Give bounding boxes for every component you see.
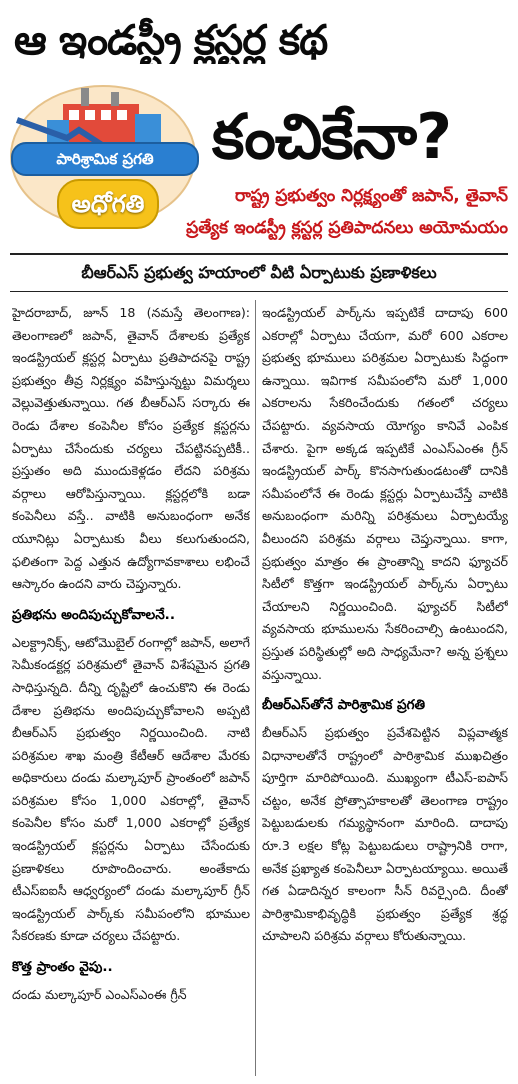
left-paragraph-2: ఎలక్ట్రానిక్స్, ఆటోమొబైల్ రంగాల్లో జపాన్, అలాగే సెమీకండక్టర్ల పరిశ్రమలో తైవాన్ విశేషమైన ప్రగతి సాధిస్తున్నది. దీన్ని దృష్టిలో ఉంచుకొని ఈ రెండు దేశాల ప్రతిభను అందిపుచ్చుకోవాలని అప్పటి బీఆర్ఎస్ ప్రభుత్వం నిర్ణయించింది. నాటి పరిశ్రమల శాఖ మంత్రి కేటీఆర్ ఆదేశాల మేరకు అధికారులు దండు మల్కాపూర్ ప్రాంతంలో జపాన్ పరిశ్రమల కోసం 1,000 ఎకరాల్లో, తైవాన్ కంపెనీల కోసం మరో 1,000 ఎకరాల్లో ప్రత్యేక ఇండస్ట్రియల్ క్లస్టర్లను ఏర్పాటు చేసేందుకు ప్రణాళికలు రూపొందించారు. అంతేకాదు టీఎస్ఐఐసీ ఆధ్వర్యంలో దండు మల్కాపూర్ గ్రీన్ ఇండస్ట్రియల్ పార్క్‌కు సమీపంలోని భూముల సేకరణకు కూడా చర్యలు చేపట్టారు. [12,634,250,944]
emblem-banner: పారిశ్రామిక ప్రగతి [11,142,199,176]
deck-line-1: రాష్ట్ర ప్రభుత్వం నిర్లక్ష్యంతో జపాన్, తైవాన్ [235,186,508,206]
deck-line-2: ప్రత్యేక ఇండస్ట్రీ క్లస్టర్ల ప్రతిపాదనలు అయోమయం [186,218,508,238]
right-column [262,302,508,1074]
right-section-heading-1: బీఆర్ఎస్‌తోనే పారిశ్రామిక ప్రగతి [262,697,426,714]
subheadline: బీఆర్ఎస్ ప్రభుత్వ హయాంలో వీటి ఏర్పాటుకు ప్రణాళికలు [81,263,437,282]
section-emblem [7,84,207,236]
left-paragraph-1: హైదరాబాద్, జూన్ 18 (నమస్తే తెలంగాణ): తెలంగాణలో జపాన్, తైవాన్ దేశాలకు ప్రత్యేక ఇండస్ట్రియల్ క్లస్టర్ల ఏర్పాటు ప్రతిపాదనపై రాష్ట్ర ప్రభుత్వం తీవ్ర నిర్లక్ష్యం వహిస్తున్నట్టు విమర్శలు వెల్లువెత్తుతున్నాయి. గత బీఆర్ఎస్ సర్కారు ఈ రెండు దేశాల కంపెనీల కోసం ప్రత్యేక క్లస్టర్లను ఏర్పాటు చేసేందుకు చర్యలు చేపట్టినప్పటికీ.. ప్రస్తుతం అది ముందుకెళ్లడం లేదని పరిశ్రమ వర్గాలు ఆరోపిస్తున్నాయి. క్లస్టర్లలోకి బడా కంపెనీలు వస్తే.. వాటికి అనుబంధంగా అనేక యూనిట్లు ఏర్పాటుకు వీలు కలుగుతుందని, ఫలితంగా పెద్ద ఎత్తున ఉద్యోగావకాశాలు లభించే ఆస్కారం ఉందని వారు చెప్తున్నారు. [12,305,250,592]
right-paragraph-1: ఇండస్ట్రియల్ పార్క్‌ను ఇప్పటికే దాదాపు 600 ఎకరాల్లో ఏర్పాటు చేయగా, మరో 600 ఎకరాల ప్రభుత్వ భూములు పరిశ్రమల ఏర్పాటుకు సిద్ధంగా ఉన్నాయి. ఇవిగాక సమీపంలోని మరో 1,000 ఎకరాలను సేకరించేందుకు గతంలో చర్యలు చేపట్టారు. వ్యవసాయ యోగ్యం కానివే ఎంపిక చేశారు. పైగా అక్కడ ఇప్పటికే ఎంఎస్ఎంఈ గ్రీన్ ఇండస్ట్రియల్ పార్క్ కొనసాగుతుండటంతో దానికి సమీపంలోనే ఈ రెండు క్లస్టర్లు ఏర్పాటుచేస్తే వాటికి అనుబంధంగా మరిన్ని పరిశ్రమలు ఏర్పాటయ్యే వీలుందని పరిశ్రమ వర్గాలు చెప్తున్నాయి. కాగా, ప్రభుత్వం మాత్రం ఈ ప్రాంతాన్ని కాదని ఫ్యూచర్ సిటీలో కొత్తగా ఇండస్ట్రియల్ పార్క్‌ను ఏర్పాటు చేయాలని నిర్ణయించింది. ఫ్యూచర్ సిటీలో వ్యవసాయ భూములను సేకరించాల్సి ఉంటుందని, ప్రస్తుత పరిస్థితుల్లో అది సాధ్యమేనా? అన్న ప్రశ్నలు వస్తున్నాయి. [262,305,508,682]
column-divider [255,300,256,1076]
left-section-heading-2: కొత్త ప్రాంతం వైపు.. [12,959,113,976]
right-paragraph-2: బీఆర్ఎస్ ప్రభుత్వం ప్రవేశపెట్టిన విప్లవాత్మక విధానాలతోనే రాష్ట్రంలో పారిశ్రామిక ముఖచిత్రం పూర్తిగా మారిపోయింది. ముఖ్యంగా టీఎస్-ఐపాస్ చట్టం, అనేక ప్రోత్సాహకాలతో తెలంగాణ రాష్ట్రం పెట్టుబడులకు గమ్యస్థానంగా మారింది. దాదాపు రూ.3 లక్షల కోట్ల పెట్టుబడులు రాష్ట్రానికి రాగా, అనేక ప్రఖ్యాత కంపెనీలూ ఏర్పాటయ్యాయి. అయితే గత ఏడాదిన్నర కాలంగా సీన్ రివర్సైంది. దీంతో పారిశ్రామికాభివృద్ధికి ప్రభుత్వం ప్రత్యేక శ్రద్ధ చూపాలని పరిశ్రమ వర్గాలు కోరుతున్నాయి. [262,725,508,944]
emblem-subtitle: అధోగతి [57,179,159,229]
headline-line-1: ఆ ఇండస్ట్రీ క్లస్టర్ల కథ [14,16,328,64]
top-rule [10,253,508,255]
left-column [12,302,250,1074]
left-paragraph-3: దండు మల్కాపూర్ ఎంఎస్ఎంఈ గ్రీన్ [12,987,187,1003]
bottom-rule [10,291,508,292]
headline-line-2: కంచికేనా? [212,100,452,173]
left-section-heading-1: ప్రతిభను అందిపుచ్చుకోవాలనే.. [12,606,175,623]
